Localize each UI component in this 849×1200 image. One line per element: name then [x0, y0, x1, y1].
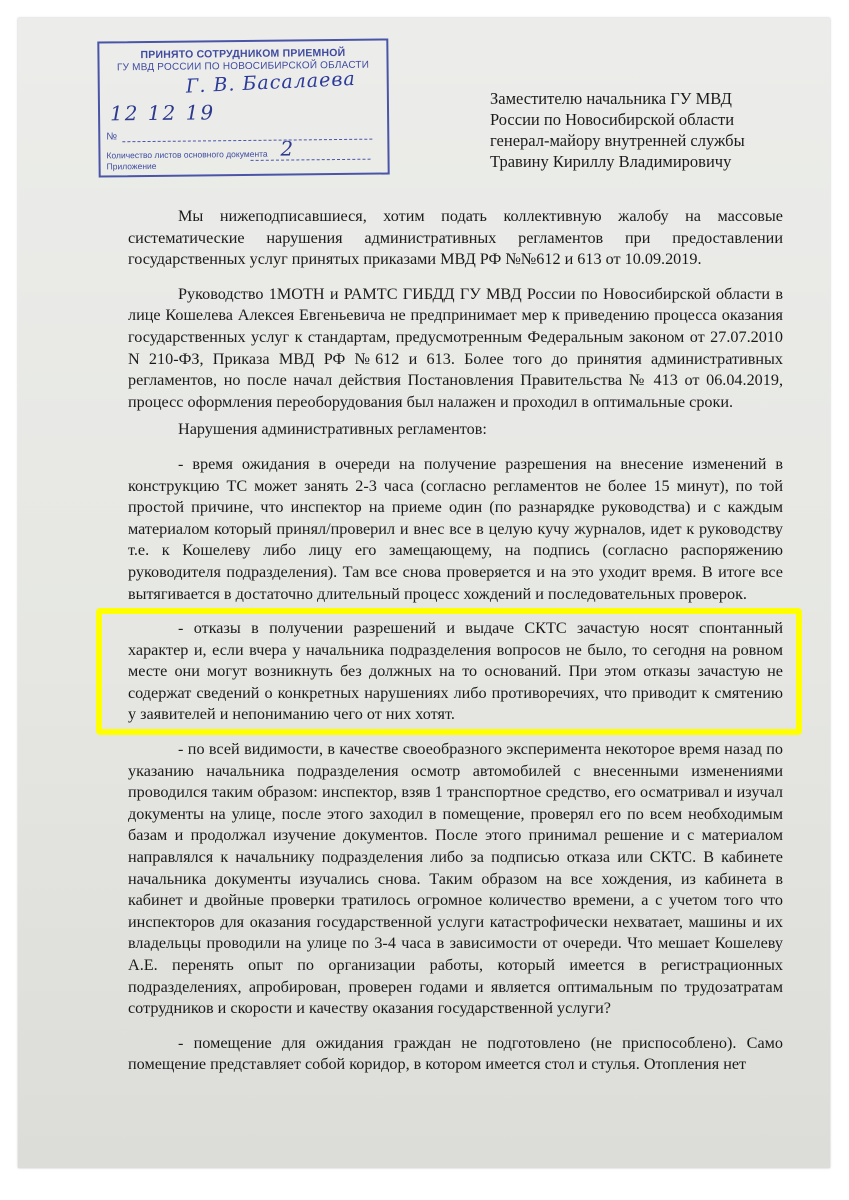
- waiting-time-paragraph: - время ожидания в очереди на получение разрешения на внесение изменений в конструкцию ТС может занять 2-3 часа (согласно регламентов не более 15 минут), по той простой причине, что инспектор на приеме один (по разнарядке руководства) и с каждым материалом который принял/проверил и внес все в целую кучу журналов, идет к руководству т.е. к Кошелеву либо лицу его замещающему, на подпись (согласно распоряжению руководителя подразделения). Там все снова проверяется и на это уходит время. В итоге все вытягивается в достаточно длительный процесс хождений и последовательных проверок.: [128, 454, 783, 603]
- waiting-room-paragraph: - помещение для ожидания граждан не подготовлено (не приспособлено). Само помещение представляет собой коридор, в котором имеется стол и стулья. Отопления нет: [128, 1033, 783, 1074]
- addressee-block: [490, 88, 820, 172]
- document-page: [18, 18, 830, 1168]
- stamp-count-line: [251, 159, 371, 161]
- stamp-attachment-label: Приложение: [106, 160, 157, 172]
- stamp-title: ПРИНЯТО СОТРУДНИКОМ ПРИЕМНОЙ: [140, 46, 346, 62]
- addressee-line: России по Новосибирской области: [490, 110, 735, 129]
- inspection-experiment-paragraph: - по всей видимости, в качестве своеобразного эксперимента некоторое время назад по указанию начальника подразделения осмотр автомобилей с внесенными изменениями проводился таким образом: инспектор, взяв 1 транспортное средство, его осматривал и изучал документы на улице, после этого заходил в помещение, проверял его по всем необходимым базам и продолжал изучение документов. После этого принимал решение и с материалом направлялся к начальнику подразделения либо за подписью отказа или СКТС. В кабинете начальника документы изучались снова. Таким образом на все хождения, из кабинета в кабинет и двойные проверки тратилось огромное количество времени, а с учетом того что инспекторов для оказания государственной услуги катастрофически нехватает, машины и их владельцы проводили на улице по 3-4 часа в зависимости от очереди. Что мешает Кошелеву А.Е. перенять опыт по организации работы, который имеется в регистрационных подразделениях, апробирован, проверен годами и является оптимальным по трудозатратам сотрудников и скорости и качеству оказания государственной услуги?: [128, 740, 783, 1018]
- reception-stamp: [97, 38, 389, 177]
- stamp-organization: ГУ МВД РОССИИ ПО НОВОСИБИРСКОЙ ОБЛАСТИ: [116, 59, 370, 74]
- addressee-line: генерал-майору внутренней службы: [490, 131, 745, 150]
- refusals-paragraph: - отказы в получении разрешений и выдаче СКТС зачастую носят спонтанный характер и, если вчера у начальника подразделения вопросов не было, то сегодня на ровном месте они могут возникнуть без должных на то оснований. При этом отказы зачастую не содержат сведений о конкретных нарушениях либо противоречиях, что приводит к смятению у заявителей и непониманию чего от них хотят.: [128, 619, 783, 724]
- intro-paragraph: Мы нижеподписавшиеся, хотим подать коллективную жалобу на массовые систематические нарушения административных регламентов при предоставлении государственных услуг принятых приказами МВД РФ №№612 и 613 от 10.09.2019.: [128, 207, 783, 269]
- stamp-date: 12 12 19: [109, 100, 216, 126]
- addressee-line: Травину Кириллу Владимировичу: [490, 152, 732, 171]
- stamp-signature: Г. В. Басалаева: [185, 67, 357, 98]
- management-paragraph: Руководство 1МОТН и РАМТС ГИБДД ГУ МВД России по Новосибирской области в лице Кошелева Алексея Евгеньевича не предпринимает мер к приведению процесса оказания государственных услуг к стандартам, предусмотренным Федеральным законом от 27.07.2010 N 210-ФЗ, Приказа МВД РФ №612 и 613. Более того до принятия административных регламентов, но после начал действия Постановления Правительства № 413 от 06.04.2019, процесс оформления переоборудования был налажен и проходил в оптимальные сроки.: [128, 284, 783, 411]
- violations-heading: Нарушения административных регламентов:: [178, 420, 487, 439]
- stamp-count-label: Количество листов основного документа: [106, 148, 268, 161]
- stamp-number-label: №: [106, 131, 118, 143]
- stamp-number-line: [122, 139, 372, 143]
- addressee-line: Заместителю начальника ГУ МВД: [490, 89, 732, 108]
- stamp-count-value: 2: [280, 136, 294, 161]
- complaint-body: [128, 206, 783, 1089]
